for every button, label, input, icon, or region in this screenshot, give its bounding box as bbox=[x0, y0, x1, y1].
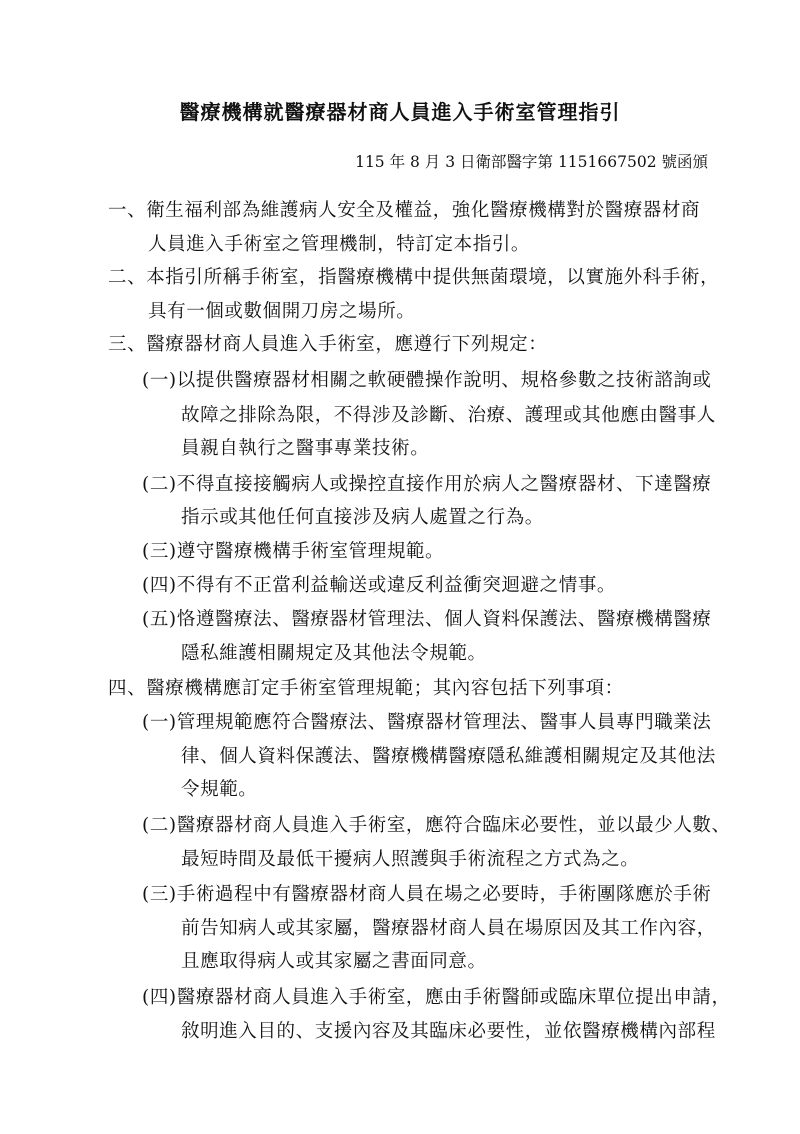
section-2-line-1: 二、本指引所稱手術室，指醫療機構中提供無菌環境，以實施外科手術， bbox=[108, 267, 720, 288]
section-4-item-3-line-1: (三)手術過程中有醫療器材商人員在場之必要時，手術團隊應於手術 bbox=[142, 884, 712, 905]
section-4-item-3-line-3: 且應取得病人或其家屬之書面同意。 bbox=[181, 951, 487, 972]
section-3-item-3: (三)遵守醫療機構手術室管理規範。 bbox=[142, 541, 445, 562]
section-3-item-2-line-2: 指示或其他任何直接涉及病人處置之行為。 bbox=[181, 507, 544, 528]
section-4-item-1-line-1: (一)管理規範應符合醫療法、醫療器材管理法、醫事人員專門職業法 bbox=[142, 712, 712, 733]
section-4-item-4-line-2: 敘明進入目的、支援內容及其臨床必要性，並依醫療機構內部程 bbox=[181, 1021, 716, 1042]
section-1-line-2: 人員進入手術室之管理機制，特訂定本指引。 bbox=[148, 234, 531, 255]
section-4-item-2-line-2: 最短時間及最低干擾病人照護與手術流程之方式為之。 bbox=[181, 849, 640, 870]
section-3-item-1-line-3: 員親自執行之醫事專業技術。 bbox=[181, 438, 430, 459]
section-1-line-1: 一、衛生福利部為維護病人安全及權益，強化醫療機構對於醫療器材商 bbox=[108, 200, 701, 221]
section-4-item-1-line-3: 令規範。 bbox=[181, 779, 258, 800]
section-4-item-2-line-1: (二)醫療器材商人員進入手術室，應符合臨床必要性，並以最少人數、 bbox=[142, 815, 731, 836]
document-title: 醫療機構就醫療器材商人員進入手術室管理指引 bbox=[179, 100, 621, 124]
section-4-item-4-line-1: (四)醫療器材商人員進入手術室，應由手術醫師或臨床單位提出申請， bbox=[142, 987, 731, 1008]
section-3-item-5-line-2: 隱私維護相關規定及其他法令規範。 bbox=[181, 643, 487, 664]
section-2-line-2: 具有一個或數個開刀房之場所。 bbox=[148, 301, 416, 322]
section-3-item-4: (四)不得有不正當利益輸送或違反利益衝突迴避之情事。 bbox=[142, 575, 617, 596]
section-3-item-2-line-1: (二)不得直接接觸病人或操控直接作用於病人之醫療器材、下達醫療 bbox=[142, 474, 712, 495]
section-3-heading: 三、醫療器材商人員進入手術室，應遵行下列規定： bbox=[108, 334, 548, 355]
section-4-item-1-line-2: 律、個人資料保護法、醫療機構醫療隱私維護相關規定及其他法 bbox=[181, 746, 716, 767]
issuance-reference: 115 年 8 月 3 日衛部醫字第 1151667502 號函頒 bbox=[355, 153, 708, 171]
section-4-heading: 四、醫療機構應訂定手術室管理規範；其內容包括下列事項： bbox=[108, 678, 624, 699]
section-3-item-5-line-1: (五)恪遵醫療法、醫療器材管理法、個人資料保護法、醫療機構醫療 bbox=[142, 609, 712, 630]
section-4-item-3-line-2: 前告知病人或其家屬，醫療器材商人員在場原因及其工作內容， bbox=[181, 918, 716, 939]
section-3-item-1-line-2: 故障之排除為限，不得涉及診斷、治療、護理或其他應由醫事人 bbox=[181, 405, 716, 426]
section-3-item-1-line-1: (一)以提供醫療器材相關之軟硬體操作說明、規格參數之技術諮詢或 bbox=[142, 370, 712, 391]
